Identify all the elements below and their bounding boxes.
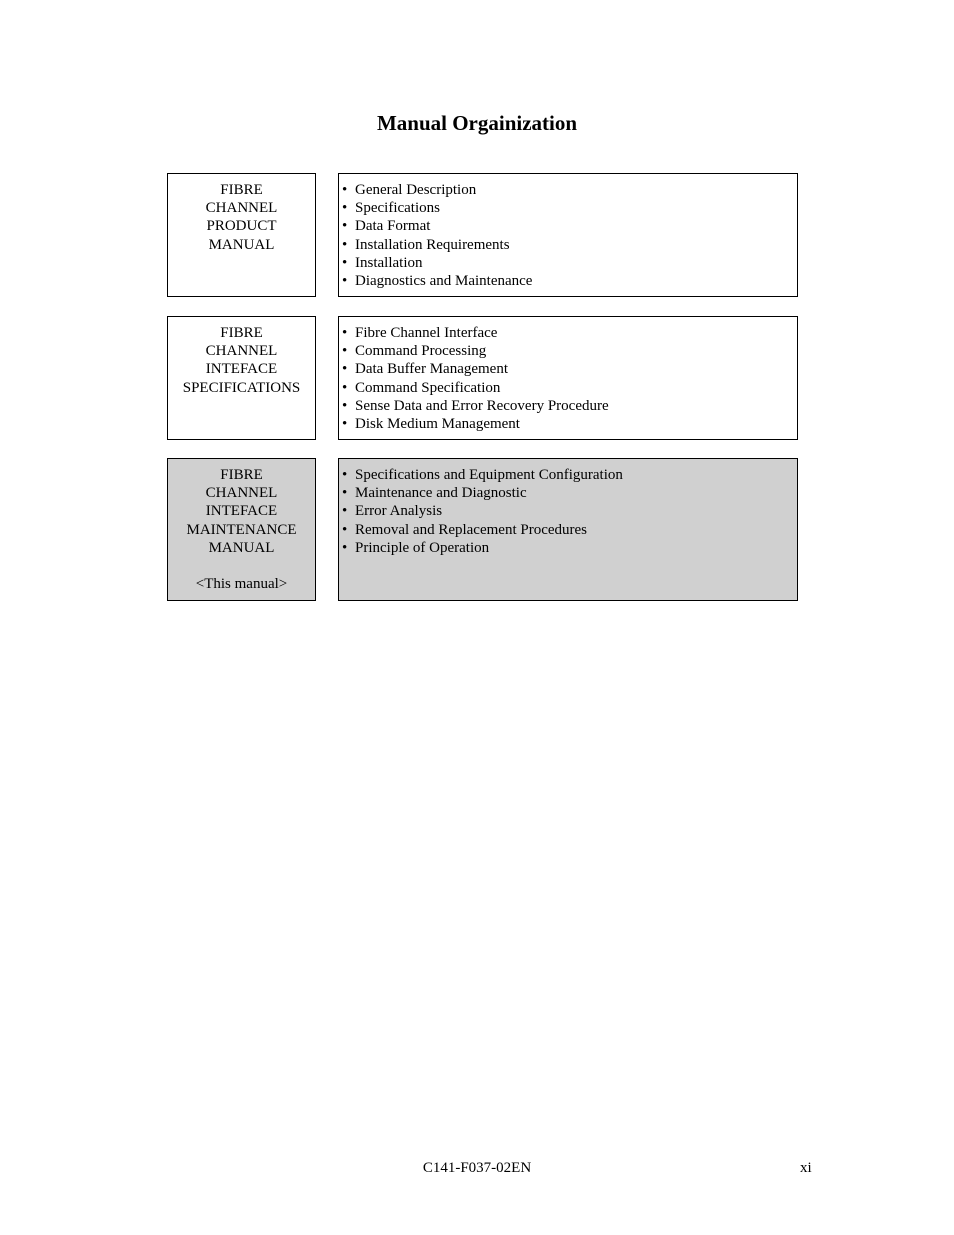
manual-title-line: CHANNEL xyxy=(205,343,278,360)
bullet-icon: • xyxy=(342,485,348,502)
manual-title-box xyxy=(167,173,316,297)
list-item xyxy=(342,379,797,397)
contents-list xyxy=(342,181,797,290)
manual-title-line xyxy=(168,557,315,575)
bullet-icon: • xyxy=(342,503,348,520)
list-item xyxy=(342,272,797,290)
list-item-text: Fibre Channel Interface xyxy=(355,325,498,341)
list-item xyxy=(342,521,797,539)
list-item-text: Data Format xyxy=(355,218,431,235)
bullet-icon: • xyxy=(342,254,348,271)
bullet-icon: • xyxy=(342,361,348,378)
list-item xyxy=(342,199,797,217)
manual-title-line: CHANNEL xyxy=(205,485,278,502)
list-item-text: Installation Requirements xyxy=(355,236,510,253)
list-item-text: Maintenance and Diagnostic xyxy=(355,485,527,502)
list-item-text: Command Processing xyxy=(355,343,487,360)
manual-title-line: CHANNEL xyxy=(205,200,278,217)
list-item xyxy=(342,360,797,378)
contents-box xyxy=(338,316,798,440)
manual-title-line: FIBRE xyxy=(220,182,263,198)
bullet-icon: • xyxy=(342,218,348,235)
manual-title-line: INTEFACE xyxy=(205,361,278,378)
footer-page-number: xi xyxy=(800,1160,812,1176)
list-item-text: Error Analysis xyxy=(355,503,443,520)
bullet-icon: • xyxy=(342,273,348,290)
list-item xyxy=(342,466,797,484)
manual-title-box xyxy=(167,458,316,601)
bullet-icon: • xyxy=(342,467,348,483)
list-item-text: Sense Data and Error Recovery Procedure xyxy=(355,397,609,414)
bullet-icon: • xyxy=(342,343,348,360)
bullet-icon: • xyxy=(342,416,348,433)
manual-title-line: INTEFACE xyxy=(205,503,278,520)
list-item-text: Data Buffer Management xyxy=(355,361,508,378)
list-item xyxy=(342,484,797,502)
list-item-text: Specifications xyxy=(355,200,440,217)
manual-title-line: MANUAL xyxy=(208,539,275,556)
bullet-icon: • xyxy=(342,539,348,556)
list-item xyxy=(342,539,797,557)
list-item-text: General Description xyxy=(355,182,477,198)
manual-title-line: MAINTENANCE xyxy=(186,521,297,538)
bullet-icon: • xyxy=(342,379,348,396)
manual-title-line: FIBRE xyxy=(220,467,263,483)
list-item-text: Disk Medium Management xyxy=(355,416,520,433)
list-item xyxy=(342,217,797,235)
list-item-text: Installation xyxy=(355,254,423,271)
manual-title-line: MANUAL xyxy=(208,236,275,253)
bullet-icon: • xyxy=(342,200,348,217)
list-item-text: Specifications and Equipment Configuration xyxy=(355,467,623,483)
contents-list xyxy=(342,324,797,433)
list-item-text: Principle of Operation xyxy=(355,539,490,556)
list-item xyxy=(342,397,797,415)
list-item-text: Command Specification xyxy=(355,379,501,396)
manual-title-line: SPECIFICATIONS xyxy=(182,379,301,396)
page-title: Manual Orgainization xyxy=(376,111,578,135)
list-item xyxy=(342,181,797,199)
contents-box xyxy=(338,173,798,297)
bullet-icon: • xyxy=(342,182,348,198)
contents-box xyxy=(338,458,798,601)
footer-doc-code: C141-F037-02EN xyxy=(422,1160,532,1176)
contents-list xyxy=(342,466,797,557)
list-item-text: Removal and Replacement Procedures xyxy=(355,521,588,538)
list-item xyxy=(342,502,797,520)
list-item xyxy=(342,342,797,360)
manual-title-line: FIBRE xyxy=(220,325,263,341)
manual-title-box xyxy=(167,316,316,440)
list-item xyxy=(342,254,797,272)
this-manual-note: <This manual> xyxy=(195,576,288,593)
bullet-icon: • xyxy=(342,236,348,253)
bullet-icon: • xyxy=(342,397,348,414)
list-item xyxy=(342,415,797,433)
list-item xyxy=(342,236,797,254)
bullet-icon: • xyxy=(342,521,348,538)
list-item xyxy=(342,324,797,342)
manual-title-line: PRODUCT xyxy=(206,218,277,235)
list-item-text: Diagnostics and Maintenance xyxy=(355,273,533,290)
bullet-icon: • xyxy=(342,325,348,341)
